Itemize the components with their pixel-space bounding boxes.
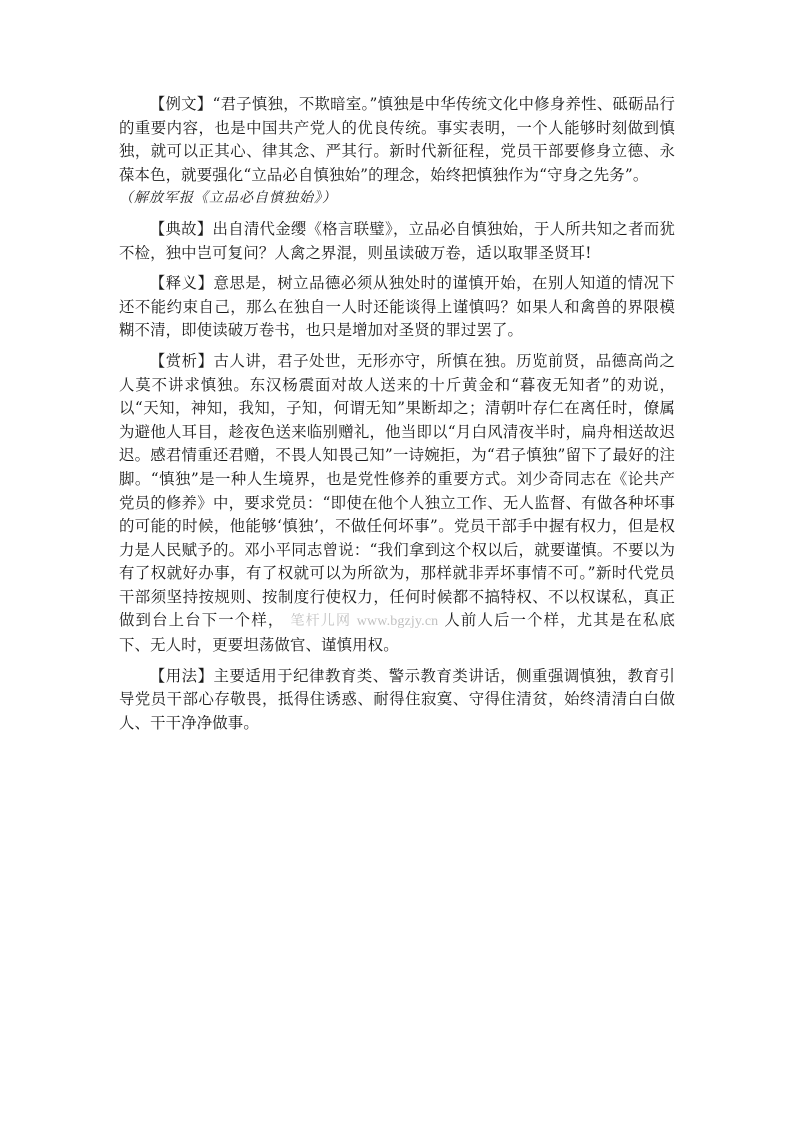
watermark: [290, 613, 438, 629]
section-tag-example: 【例文】: [149, 95, 213, 113]
paragraph-text: 出自清代金缨《格言联璧》，立品必自慎独始，于人所共知之者而犹不检，独中岂可复问？人禽之界混，则虽读破万卷，适以取罪圣贤耳!: [119, 219, 675, 262]
paragraph-usage: [119, 665, 675, 736]
document-body: [119, 93, 675, 742]
section-tag-usage: 【用法】: [149, 666, 214, 685]
watermark-text: 笔杆儿网: [290, 613, 352, 630]
section-tag-allusion: 【典故】: [149, 219, 213, 238]
paragraph-text: 古人讲，君子处世，无形亦守，所慎在独。历览前贤，品德高尚之人莫不讲求慎独。东汉杨震面对故人送来的十斤黄金和“暮夜无知者”的劝说，以“天知，神知，我知，子知，何谓无知”果断却之；清朝叶存仁在离任时，僚属为避他人耳目，趁夜色送来临别赠礼，他当即以“月白风清夜半时，扁舟相送故迟迟。感君情重还君赠，不畏人知畏己知”一诗婉拒，为“君子慎独”留下了最好的注脚。“慎独”是一种人生境界，也是党性修养的重要方式。刘少奇同志在《论共产党员的修养》中，要求党员：“即使在他个人独立工作、无人监督、有做各种坏事的可能的时候，他能够‘慎独’，不做任何坏事”。党员干部手中握有权力，但是权力是人民赋予的。邓小平同志曾说：“我们拿到这个权以后，就要谨慎。不要以为有了权就好办事，有了权就可以为所欲为，那样就非弄坏事情不可。”新时代党员干部须坚持按规则、按制度行使权力，任何时候都不搞特权、不以权谋私，真正做到台上台下一个样，: [119, 351, 675, 630]
paragraph-allusion: [119, 218, 675, 265]
paragraph-text: 意思是，树立品德必须从独处时的谨慎开始，在别人知道的情况下还不能约束自己，那么在独自一人时还能谈得上谨慎吗？如果人和禽兽的界限模糊不清，即使读破万卷书，也只是增加对圣贤的罪过罢了。: [119, 274, 675, 340]
watermark-url: www.bgzjy.cn: [356, 614, 439, 630]
paragraph-text-continued: 人前人后一个样，尤其是在私底下、无人时，更要坦荡做官、谨慎用权。: [119, 611, 675, 655]
source-citation: （解放军报《立品必自慎独始》）: [119, 190, 337, 207]
section-tag-appreciation: 【赏析】: [149, 351, 214, 370]
paragraph-example: [119, 93, 675, 211]
section-tag-explanation: 【释义】: [149, 274, 214, 293]
paragraph-text: 主要适用于纪律教育类、警示教育类讲话，侧重强调慎独，教育引导党员干部心存敬畏，抵得住诱惑、耐得住寂寞、守得住清贫，始终清清白白做人、干干净净做事。: [119, 666, 675, 732]
paragraph-explanation: [119, 272, 675, 343]
paragraph-appreciation: [119, 350, 675, 658]
paragraph-text: “君子慎独，不欺暗室。”慎独是中华传统文化中修身养性、砥砺品行的重要内容，也是中国共产党人的优良传统。事实表明，一个人能够时刻做到慎独，就可以正其心、律其念、严其行。新时代新征程，党员干部要修身立德、永葆本色，就要强化“立品必自慎独始”的理念，始终把慎独作为“守身之先务”。: [119, 95, 675, 184]
